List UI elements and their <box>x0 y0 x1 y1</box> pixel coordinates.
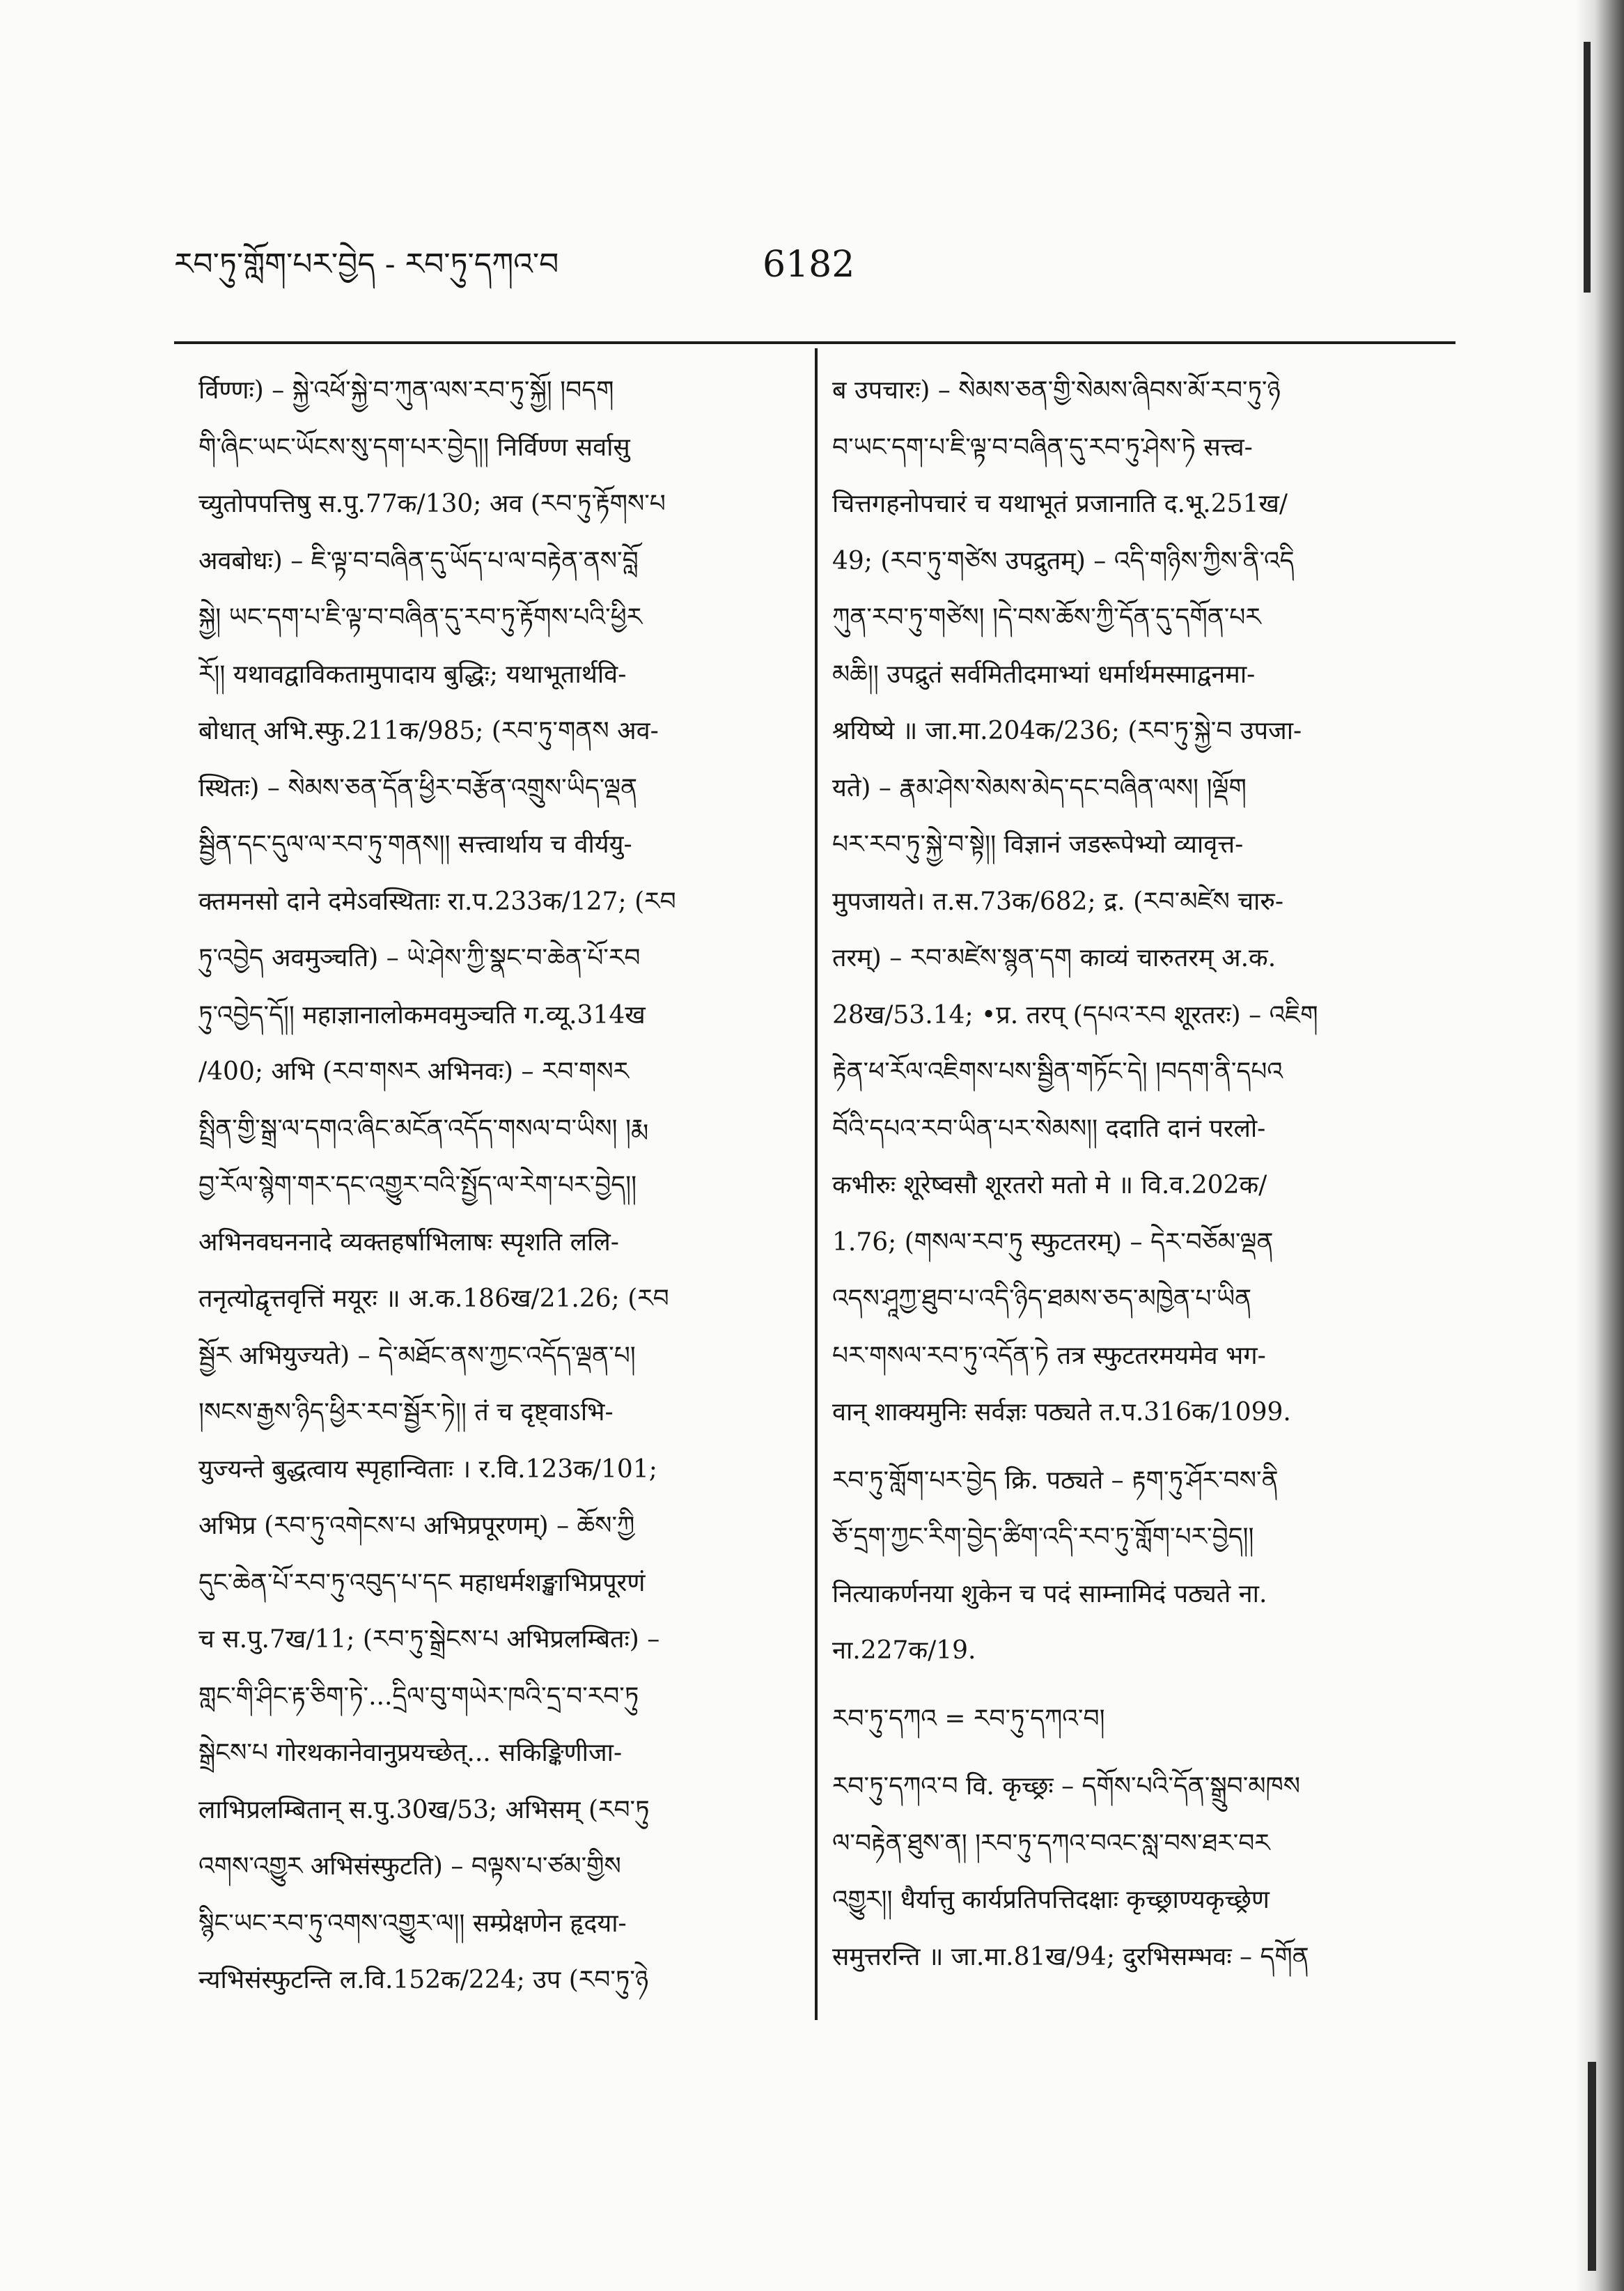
text-line: པར་གསལ་རབ་ཏུ་འདོན་ཏེ तत्र स्फुटतरमयमेव भग- <box>832 1341 1266 1370</box>
entry-separator <box>832 1441 1452 1452</box>
text-line: གླང་གི་ཤིང་རྟ་ཅིག་ཏེ་...དྲིལ་བུ་གཡེར་ཁའི་དྲ་བ་རབ་ཏུ <box>198 1682 639 1711</box>
text-line: बोधात् अभि.स्फु.211क/985; (རབ་ཏུ་གནས अव- <box>198 717 659 745</box>
text-line: རོ།། यथावद्वाविकतामुपादाय बुद्धिः; यथाभूतार्थवि- <box>198 660 627 689</box>
text-line: ཏུ་འབྱེད་དོ།། महाज्ञानालोकमवमुञ्चति ग.व्यू.314ख <box>198 1000 646 1030</box>
text-line: 28ख/53.14; •प्र. तरप् (དཔའ་རབ शूरतरः) – འཇིག <box>832 1000 1318 1030</box>
text-line: तनृत्योद्वृत्तवृत्तिं मयूरः ॥ अ.क.186ख/21.26; (རབ <box>198 1284 669 1313</box>
text-line: वान् शाक्यमुनिः सर्वज्ञः पठ्यते त.प.316क/1099. <box>832 1398 1291 1427</box>
left-column <box>198 362 790 2009</box>
text-line: །སངས་རྒྱས་ཉིད་ཕྱིར་རབ་སྦྱོར་ཏེ།། तं च दृष्ट्वाऽभि- <box>198 1398 614 1427</box>
text-line: སྦྱིན་དང་དུལ་ལ་རབ་ཏུ་གནས།། सत्त्वार्थाय च वीर्ययु- <box>198 830 632 859</box>
text-line: /400; अभि (རབ་གསར अभिनवः) – རབ་གསར <box>198 1057 630 1086</box>
running-head: རབ་ཏུ་གློག་པར་བྱེད - རབ་ཏུ་དཀའ་བ <box>174 247 559 282</box>
text-line: རབ་ཏུ་དཀའ = རབ་ཏུ་དཀའ་བ། <box>832 1704 1105 1733</box>
scan-edge-mark <box>1588 2062 1596 2271</box>
text-line: न्यभिसंस्फुटन्ति ल.वि.152क/224; उप (རབ་ཏུ་ཉེ <box>198 1966 649 1994</box>
text-line: རབ་ཏུ་གློག་པར་བྱེད क्रि. पठ्यते – རྟག་ཏུ་ཤོར་བས་ནི <box>832 1466 1279 1495</box>
page-number: 6182 <box>763 244 855 286</box>
text-line: གི་ཞིང་ཡང་ཡོངས་སུ་དག་པར་བྱེད།། निर्विण्ण सर्वासु <box>198 433 630 462</box>
text-line: པར་རབ་ཏུ་སྐྱེ་བ་སྟེ།། विज्ञानं जडरूपेभ्यो व्यावृत्त- <box>832 830 1244 859</box>
text-line: च स.पु.7ख/11; (རབ་ཏུ་སྒྲེངས་པ अभिप्रलम्बितः) – <box>198 1625 660 1654</box>
header-rule <box>174 341 1455 344</box>
text-line: लाभिप्रलम्बितान् स.पु.30ख/53; अभिसम् (རབ་ཏུ <box>198 1795 650 1824</box>
text-line: चित्तगहनोपचारं च यथाभूतं प्रजानाति द.भू.251ख/ <box>832 490 1288 518</box>
text-line: བོའི་དཔའ་རབ་ཡིན་པར་སེམས།། ददाति दानं परलो- <box>832 1114 1266 1143</box>
text-line: ལ་བརྟེན་ཐུས་ན། །རབ་ཏུ་དཀའ་བའང་སླ་བས་ཐར་བར <box>832 1828 1270 1858</box>
page-header <box>174 237 1462 293</box>
text-line: ना.227क/19. <box>832 1636 976 1665</box>
text-line: अवबोधः) – ཇི་ལྟ་བ་བཞིན་དུ་ཡོད་པ་ལ་བརྟེན་ནས་བློ <box>198 546 639 575</box>
text-line: ཅོ་དྲག་ཀྱང་རིག་བྱེད་ཚིག་འདི་རབ་ཏུ་གློག་པར་བྱེད།། <box>832 1523 1254 1551</box>
text-line: अभिप्र (རབ་ཏུ་འགེངས་པ अभिप्रपूरणम्) – ཆོས་ཀྱི <box>198 1512 635 1540</box>
text-line: र्विण्णः) – སྐྱེ་འཕོ་སྐྱེ་བ་ཀུན་ལས་རབ་ཏུ་སྐྱོ། །བདག <box>198 376 614 405</box>
text-line: ब उपचारः) – སེམས་ཅན་གྱི་སེམས་ཞིབས་མོ་རབ་ཏུ་ཉེ <box>832 376 1281 405</box>
entry-separator <box>832 1679 1452 1691</box>
text-line: कभीरुः शूरेष्वसौ शूरतरो मतो मे ॥ वि.व.202क/ <box>832 1171 1267 1199</box>
text-line: བྱ་རོལ་སྙེག་གར་དང་འགྱུར་བའི་སྤྱོད་ལ་རེག་པར་བྱེད།། <box>198 1171 637 1199</box>
text-line: नित्याकर्णनया शुकेन च पदं साम्नामिदं पठ्यते ना. <box>832 1579 1267 1608</box>
text-line: युज्यन्ते बुद्धत्वाय स्पृहान्विताः । र.वि.123क/101; <box>198 1454 657 1484</box>
text-line: 1.76; (གསལ་རབ་ཏུ स्फुटतरम्) – དེར་བཅོམ་ལྡན <box>832 1227 1274 1257</box>
text-line: སྦྱོར अभियुज्यते) – དེ་མཐོང་ནས་ཀྱང་འདོད་ལྡན་པ། <box>198 1341 636 1370</box>
text-line: तरम्) – རབ་མཛེས་སྙན་དག काव्यं चारुतरम् अ.क. <box>832 944 1276 972</box>
text-line: སྤྲིན་གྱི་སྒྲ་ལ་དགའ་ཞིང་མངོན་འདོད་གསལ་བ་ཡིས། །རྨ <box>198 1114 649 1143</box>
text-line: यते) – རྣམ་ཤེས་སེམས་མེད་དང་བཞིན་ལས། །ལྡོག <box>832 773 1247 802</box>
text-line: 49; (རབ་ཏུ་གཙེས उपद्रुतम्) – འདི་གཉིས་ཀྱིས་ནི་འདི <box>832 546 1295 575</box>
text-line: དུང་ཆེན་པོ་རབ་ཏུ་འབུད་པ་དང महाधर्मशङ्खाभिप्रपूरणं <box>198 1568 646 1597</box>
entry-separator <box>832 1747 1452 1758</box>
text-line: འགས་འགྱུར अभिसंस्फुटति) – བལྟས་པ་ཙམ་གྱིས <box>198 1852 621 1881</box>
text-line: ཏུ་འབྱེད अवमुञ्चति) – ཡེ་ཤེས་ཀྱི་སྣང་བ་ཆེན་པོ་རབ <box>198 944 641 972</box>
text-line: སྙིང་ཡང་རབ་ཏུ་འགས་འགྱུར་ལ།། सम्प्रेक्षणेन हृदया- <box>198 1909 627 1938</box>
scan-edge-shadow <box>1575 0 1624 2291</box>
text-line: अभिनवघननादे व्यक्तहर्षाभिलाषः स्पृशति ललि- <box>198 1227 619 1257</box>
text-line: ཀུན་རབ་ཏུ་གཙེས། །དེ་བས་ཆོས་ཀྱི་དོན་དུ་དགོན་པར <box>832 603 1261 632</box>
right-column <box>832 362 1452 1985</box>
text-line: མཆི།། उपद्रुतं सर्वमितीदमाभ्यां धर्मार्थमस्माद्वनमा- <box>832 660 1256 689</box>
text-line: समुत्तरन्ति ॥ जा.मा.81ख/94; दुरभिसम्भवः – དགོན <box>832 1942 1309 1971</box>
scan-edge-mark <box>1584 42 1591 293</box>
text-line: श्रयिष्ये ॥ जा.मा.204क/236; (རབ་ཏུ་སྐྱེ་བ उपजा- <box>832 717 1302 745</box>
text-line: བ་ཡང་དག་པ་ཇི་ལྟ་བ་བཞིན་དུ་རབ་ཏུ་ཤེས་ཏེ सत्त्व- <box>832 433 1253 462</box>
text-line: འདས་ཤཱཀྱ་ཐུབ་པ་འདི་ཉིད་ཐམས་ཅད་མཁྱེན་པ་ཡིན <box>832 1284 1252 1313</box>
text-line: स्थितः) – སེམས་ཅན་དོན་ཕྱིར་བརྩོན་འགྲུས་ཡིད་ལྡན <box>198 773 638 802</box>
text-line: क्तमनसो दाने दमेऽवस्थिताः रा.प.233क/127; (རབ <box>198 887 676 916</box>
text-line: སྐྱེ། ཡང་དག་པ་ཇི་ལྟ་བ་བཞིན་དུ་རབ་ཏུ་རྟོགས་པའི་ཕྱིར <box>198 603 643 632</box>
text-line: འགྱུར།། धैर्यात्तु कार्यप्रतिपत्तिदक्षाः कृच्छ्राण्यकृच्छ्रेण <box>832 1886 1270 1914</box>
text-line: च्युतोपपत्तिषु स.पु.77क/130; अव (རབ་ཏུ་རྟོགས་པ <box>198 490 666 518</box>
text-line: སྒྲེངས་པ गोरथकानेवानुप्रयच्छेत्... सकिङ्किणीजा- <box>198 1739 623 1767</box>
column-divider <box>815 348 818 2020</box>
text-line: རབ་ཏུ་དཀའ་བ वि. कृच्छ्रः – དགོས་པའི་དོན་སྒྲུབ་མཁས <box>832 1772 1301 1801</box>
text-line: རྟེན་ཕ་རོལ་འཇིགས་པས་སྦྱིན་གཏོང་དེ། །བདག་ནི་དཔའ <box>832 1057 1283 1086</box>
text-line: मुपजायते। त.स.73क/682; द्र. (རབ་མཛེས चारु- <box>832 887 1284 916</box>
